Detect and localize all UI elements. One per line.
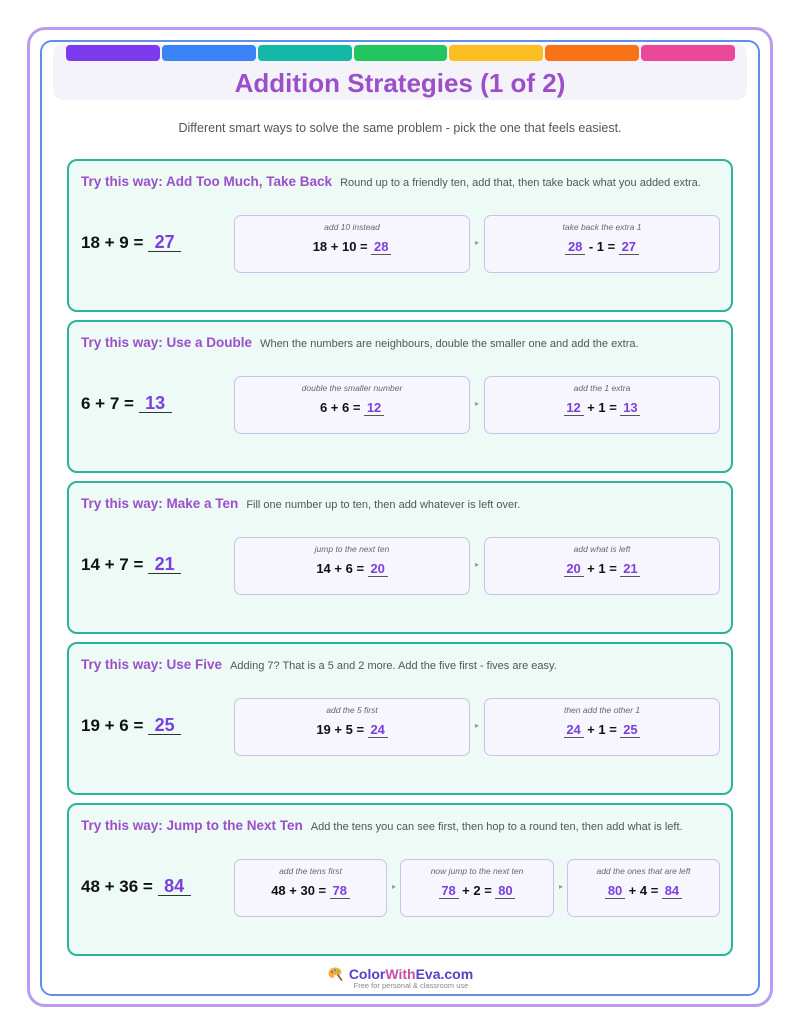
brand-with: With xyxy=(385,966,416,982)
card-description: Fill one number up to ten, then add whatever is left over. xyxy=(246,499,521,511)
brand-eva: Eva xyxy=(415,966,441,982)
step-answer-blank: 24 xyxy=(368,723,388,738)
step-label: take back the extra 1 xyxy=(562,222,642,232)
card-title: Try this way: Jump to the Next Ten xyxy=(81,818,303,833)
arrow-right-icon: ▸ xyxy=(391,882,396,891)
step-label: now jump to the next ten xyxy=(430,866,524,876)
step-box xyxy=(234,376,470,434)
step-equation xyxy=(235,239,469,255)
answer-blank: 84 xyxy=(158,877,191,896)
step-start-blank: 80 xyxy=(605,884,625,899)
step-box xyxy=(484,537,720,595)
strategy-card xyxy=(67,320,733,473)
arrow-right-icon: ▸ xyxy=(474,560,479,569)
step-start-blank: 28 xyxy=(565,240,585,255)
step-equation xyxy=(401,883,553,899)
step-equation xyxy=(235,400,469,416)
problem-equation xyxy=(81,877,191,897)
step-answer-blank: 80 xyxy=(495,884,515,899)
problem-text: 6 + 7 = xyxy=(81,394,134,413)
card-header xyxy=(81,656,557,674)
card-header xyxy=(81,817,683,835)
answer-blank: 13 xyxy=(139,394,172,413)
step-label: add the tens first xyxy=(279,866,342,876)
step-label: add the ones that are left xyxy=(596,866,691,876)
step-answer-blank: 13 xyxy=(620,401,640,416)
step-expression: 19 + 5 = xyxy=(316,722,365,737)
card-header xyxy=(81,334,639,352)
step-expression: 6 + 6 = xyxy=(319,400,361,415)
card-description: Add the tens you can see first, then hop to a round ten, then add what is left. xyxy=(310,821,683,833)
step-expression: 48 + 30 = xyxy=(271,883,327,898)
step-equation xyxy=(235,561,469,577)
step-label: add 10 instead xyxy=(324,222,380,232)
step-box xyxy=(484,376,720,434)
card-description: Adding 7? That is a 5 and 2 more. Add the five first - fives are easy. xyxy=(230,660,557,672)
problem-text: 48 + 36 = xyxy=(81,877,153,896)
step-label: double the smaller number xyxy=(301,383,403,393)
arrow-right-icon: ▸ xyxy=(474,238,479,247)
step-equation xyxy=(485,561,719,577)
step-expression: 18 + 10 = xyxy=(312,239,368,254)
step-operation: + 1 = xyxy=(587,400,617,415)
step-operation: + 1 = xyxy=(587,722,617,737)
step-answer-blank: 21 xyxy=(620,562,640,577)
page-title: Addition Strategies (1 of 2) xyxy=(234,68,566,98)
rainbow-segment xyxy=(162,45,256,61)
arrow-right-icon: ▸ xyxy=(558,882,563,891)
step-answer-blank: 12 xyxy=(364,401,384,416)
step-label: add the 5 first xyxy=(326,705,378,715)
rainbow-segment xyxy=(66,45,160,61)
step-start-blank: 20 xyxy=(564,562,584,577)
answer-blank: 25 xyxy=(148,716,181,735)
problem-text: 14 + 7 = xyxy=(81,555,144,574)
step-start-blank: 78 xyxy=(439,884,459,899)
card-description: When the numbers are neighbours, double the smaller one and add the extra. xyxy=(260,338,639,350)
answer-blank: 21 xyxy=(148,555,181,574)
step-equation xyxy=(485,722,719,738)
step-label: add the 1 extra xyxy=(573,383,631,393)
step-equation xyxy=(235,722,469,738)
rainbow-segment xyxy=(641,45,735,61)
step-answer-blank: 20 xyxy=(368,562,388,577)
step-box xyxy=(484,698,720,756)
page-subtitle: Different smart ways to solve the same problem - pick the one that feels easiest. xyxy=(178,121,622,135)
brand-color: Color xyxy=(348,966,386,982)
step-box xyxy=(567,859,720,917)
arrow-right-icon: ▸ xyxy=(474,721,479,730)
card-header xyxy=(81,495,520,513)
step-expression: 14 + 6 = xyxy=(316,561,365,576)
step-start-blank: 12 xyxy=(564,401,584,416)
card-description: Round up to a friendly ten, add that, then take back what you added extra. xyxy=(340,177,701,189)
step-label: then add the other 1 xyxy=(563,705,641,715)
strategy-card xyxy=(67,803,733,956)
step-answer-blank: 84 xyxy=(662,884,682,899)
problem-equation xyxy=(81,233,181,253)
card-title: Try this way: Use a Double xyxy=(81,335,253,350)
step-operation: + 4 = xyxy=(628,883,659,898)
step-answer-blank: 27 xyxy=(619,240,639,255)
strategy-card xyxy=(67,642,733,795)
footer-tagline: Free for personal & classroom use xyxy=(353,981,469,990)
step-label: jump to the next ten xyxy=(314,544,390,554)
step-box xyxy=(234,698,470,756)
step-operation: + 1 = xyxy=(587,561,617,576)
footer xyxy=(0,966,800,990)
step-equation xyxy=(485,239,719,255)
problem-equation xyxy=(81,394,172,414)
strategy-card xyxy=(67,159,733,312)
step-box xyxy=(234,537,470,595)
step-answer-blank: 28 xyxy=(371,240,391,255)
answer-blank: 27 xyxy=(148,233,181,252)
footer-brand xyxy=(0,966,800,982)
problem-equation xyxy=(81,555,181,575)
rainbow-segment xyxy=(449,45,543,61)
step-answer-blank: 25 xyxy=(620,723,640,738)
card-title: Try this way: Make a Ten xyxy=(81,496,239,511)
step-equation xyxy=(485,400,719,416)
palette-icon xyxy=(327,966,343,982)
card-title: Try this way: Add Too Much, Take Back xyxy=(81,174,333,189)
rainbow-segment xyxy=(258,45,352,61)
problem-text: 18 + 9 = xyxy=(81,233,144,252)
step-answer-blank: 78 xyxy=(330,884,350,899)
problem-text: 19 + 6 = xyxy=(81,716,144,735)
step-equation xyxy=(235,883,386,899)
problem-equation xyxy=(81,716,181,736)
card-title: Try this way: Use Five xyxy=(81,657,223,672)
rainbow-bar xyxy=(66,45,735,61)
step-box xyxy=(484,215,720,273)
step-box xyxy=(234,859,387,917)
rainbow-segment xyxy=(545,45,639,61)
step-start-blank: 24 xyxy=(564,723,584,738)
strategy-card xyxy=(67,481,733,634)
rainbow-segment xyxy=(354,45,448,61)
card-header xyxy=(81,173,701,191)
step-box xyxy=(400,859,554,917)
step-operation: - 1 = xyxy=(588,239,616,254)
arrow-right-icon: ▸ xyxy=(474,399,479,408)
step-label: add what is left xyxy=(573,544,631,554)
step-box xyxy=(234,215,470,273)
brand-suffix: .com xyxy=(440,966,474,982)
step-equation xyxy=(568,883,719,899)
step-operation: + 2 = xyxy=(462,883,492,898)
